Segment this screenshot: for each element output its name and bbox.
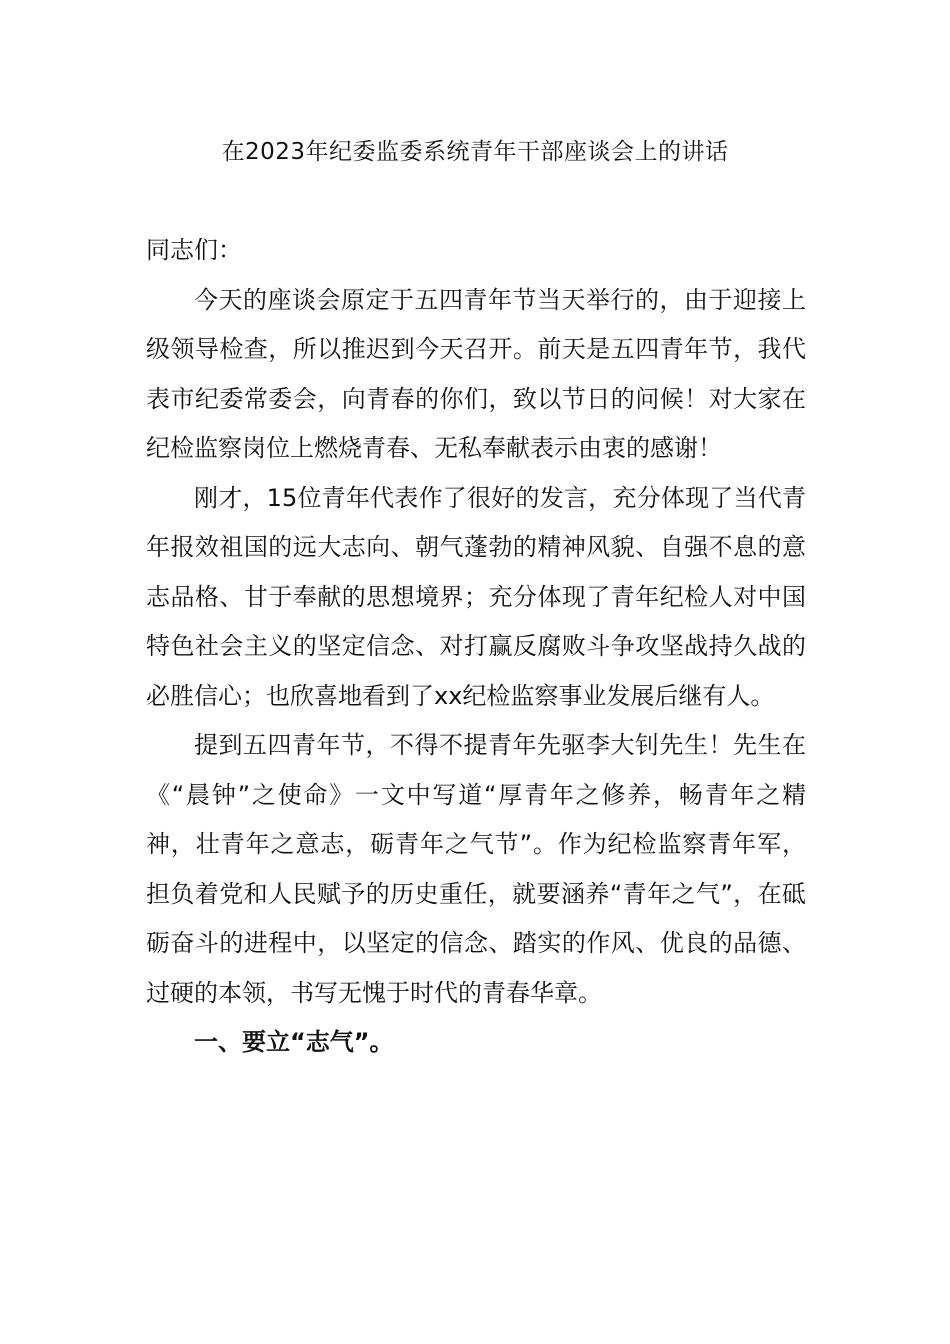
salutation: 同志们： [146,236,242,264]
document-title: 在2023年纪委监委系统青年干部座谈会上的讲话 [221,139,729,165]
paragraph-opening: 今天的座谈会原定于五四青年节当天举行的，由于迎接上级领导检查，所以推迟到今天召开。前天是五四青年节，我代表市纪委常委会，向青春的你们，致以节日的问候！对大家在纪检监察岗位上燃烧青春、无私奉献表示由衷的感谢！ [146,285,806,462]
section-heading: 一、要立“志气”。 [194,1028,394,1056]
paragraph-youth-day: 提到五四青年节，不得不提青年先驱李大钊先生！先生在《“晨钟”之使命》一文中写道“厚青年之修养，畅青年之精神，壮青年之意志，砺青年之气节”。作为纪检监察青年军，担负着党和人民赋予的历史重任，就要涵养“青年之气”，在砥砺奋斗的进程中，以坚定的信念、踏实的作风、优良的品德、过硬的本领，书写无愧于时代的青春华章。 [146,731,806,1007]
document-body [146,226,806,1068]
paragraph-representatives: 刚才，15位青年代表作了很好的发言，充分体现了当代青年报效祖国的远大志向、朝气蓬勃的精神风貌、自强不息的意志品格、甘于奉献的思想境界；充分体现了青年纪检人对中国特色社会主义的坚定信念、对打赢反腐败斗争攻坚战持久战的必胜信心；也欣喜地看到了xx纪检监察事业发展后继有人。 [146,483,806,710]
